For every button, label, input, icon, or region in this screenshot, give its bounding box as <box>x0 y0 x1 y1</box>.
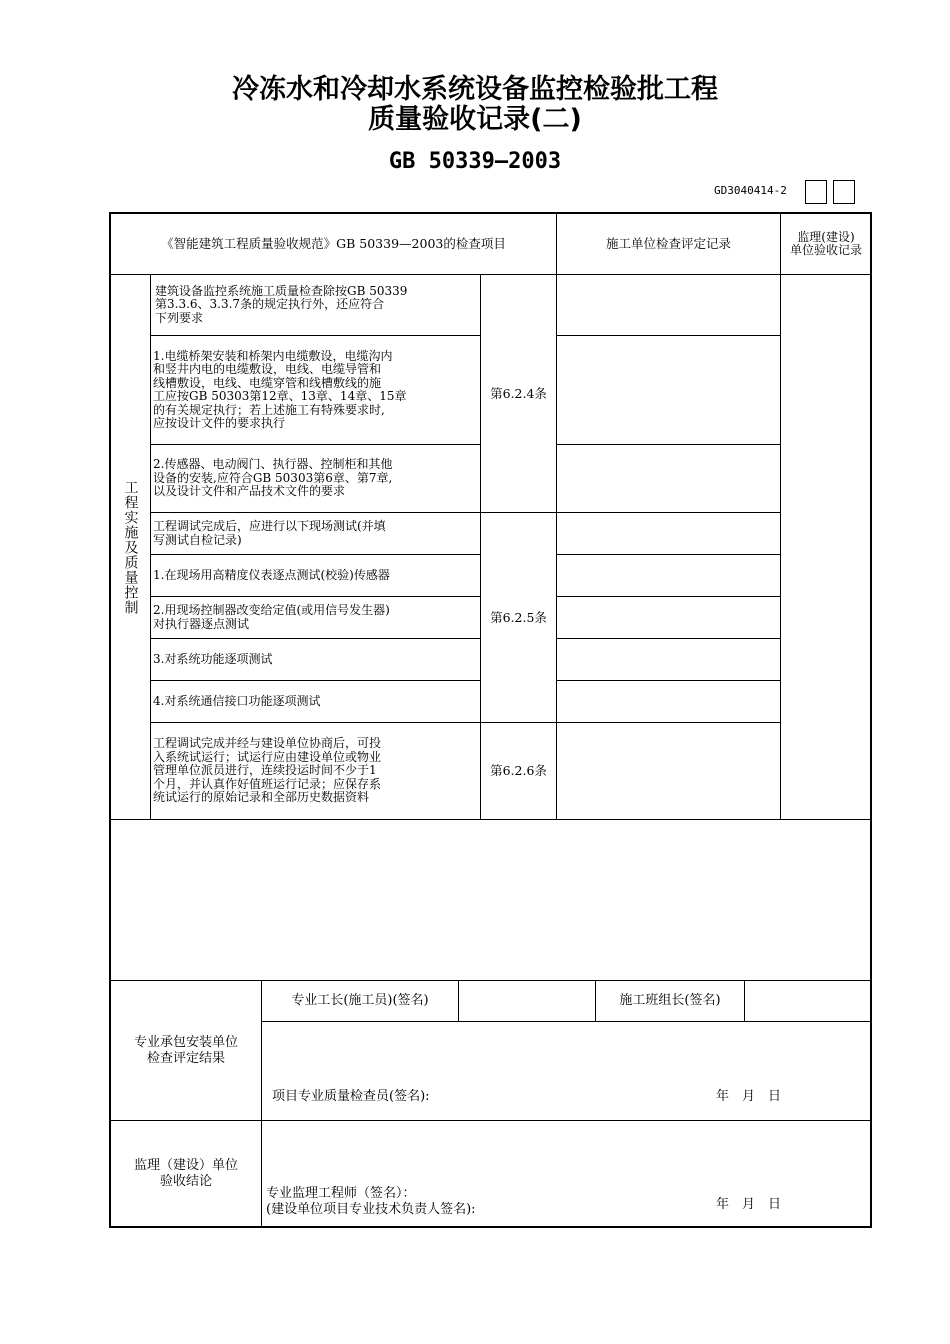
code-suffix-box-1[interactable] <box>805 180 827 204</box>
item-row-6: 2.用现场控制器改变给定值(或用信号发生器) 对执行器逐点测试 <box>153 603 390 631</box>
header-supervisor-record: 监理(建设) 单位验收记录 <box>789 229 862 257</box>
quality-inspector-signature-label: 项目专业质量检查员(签名): <box>272 1089 430 1104</box>
team-leader-signature-label: 施工班组长(签名) <box>619 993 721 1008</box>
form-title-line2: 质量验收记录(二) <box>368 104 582 135</box>
supervisor-record-cell[interactable] <box>781 275 871 819</box>
inspection-date: 年 月 日 <box>716 1089 782 1104</box>
clause-6-2-6: 第6.2.6条 <box>490 763 547 778</box>
contractor-record-cell-9[interactable] <box>557 723 780 819</box>
form-title-line1: 冷冻水和冷却水系统设备监控检验批工程 <box>232 74 718 105</box>
team-leader-signature-field[interactable] <box>745 981 871 1021</box>
contractor-record-cell-4[interactable] <box>557 513 780 554</box>
code-suffix-box-2[interactable] <box>833 180 855 204</box>
contractor-record-cell-2[interactable] <box>557 336 780 444</box>
foreman-signature-field[interactable] <box>459 981 595 1021</box>
item-row-8: 4.对系统通信接口功能逐项测试 <box>153 693 321 708</box>
contractor-result-label: 专业承包安装单位 检查评定结果 <box>133 1034 238 1066</box>
item-row-7: 3.对系统功能逐项测试 <box>153 651 273 666</box>
section-label: 工程实施及质量控制 <box>122 479 139 615</box>
contractor-record-cell-8[interactable] <box>557 681 780 722</box>
header-inspection-items: 《智能建筑工程质量验收规范》GB 50339—2003的检查项目 <box>161 236 506 251</box>
contractor-record-cell-3[interactable] <box>557 445 780 512</box>
item-row-4: 工程调试完成后，应进行以下现场测试(并填 写测试自检记录) <box>153 519 386 547</box>
contractor-record-cell-7[interactable] <box>557 639 780 680</box>
inspection-table <box>109 212 872 1228</box>
clause-6-2-5: 第6.2.5条 <box>490 609 547 625</box>
foreman-signature-label: 专业工长(施工员)(签名) <box>291 993 429 1008</box>
header-contractor-record: 施工单位检查评定记录 <box>605 236 731 251</box>
item-row-3: 2.传感器、电动阀门、执行器、控制柜和其他 设备的安装,应符合GB 50303第6章、第7章, 以及设计文件和产品技术文件的要求 <box>153 457 393 499</box>
supervising-engineer-signature-label: 专业监理工程师（签名）： (建设单位项目专业技术负责人签名): <box>266 1186 476 1217</box>
supervisor-conclusion-label: 监理（建设）单位 验收结论 <box>133 1158 238 1189</box>
standard-code: GB 50339—2003 <box>388 149 562 174</box>
clause-6-2-4: 第6.2.4条 <box>490 385 547 401</box>
item-row-2: 1.电缆桥架安装和桥架内电缆敷设，电缆沟内 和竖井内电的电缆敷设，电线、电缆导管和 线槽敷设，电线、电缆穿管和线槽敷线的施 工应按GB 50303第12章、13章、14章、15章 的有关规定执行；若上述施工有特殊要求时, 应按设计文件的要求执行 <box>153 348 407 430</box>
contractor-record-cell-1[interactable] <box>557 275 780 335</box>
remarks-area[interactable] <box>111 820 871 980</box>
acceptance-date: 年 月 日 <box>716 1197 782 1212</box>
item-row-9: 工程调试完成并经与建设单位协商后，可投 入系统试运行；试运行应由建设单位或物业 管理单位派员进行，连续投运时间不少于1 个月，并认真作好值班运行记录；应保存系 统试运行的原始记录和全部历史数据资料 <box>153 736 382 805</box>
item-row-5: 1.在现场用高精度仪表逐点测试(校验)传感器 <box>153 567 390 582</box>
form-code: GD3040414-2 <box>714 184 787 197</box>
contractor-record-cell-5[interactable] <box>557 555 780 596</box>
item-row-1: 建筑设备监控系统施工质量检查除按GB 50339 第3.3.6、3.3.7条的规定执行外，还应符合 下列要求 <box>155 283 408 325</box>
contractor-record-cell-6[interactable] <box>557 597 780 638</box>
